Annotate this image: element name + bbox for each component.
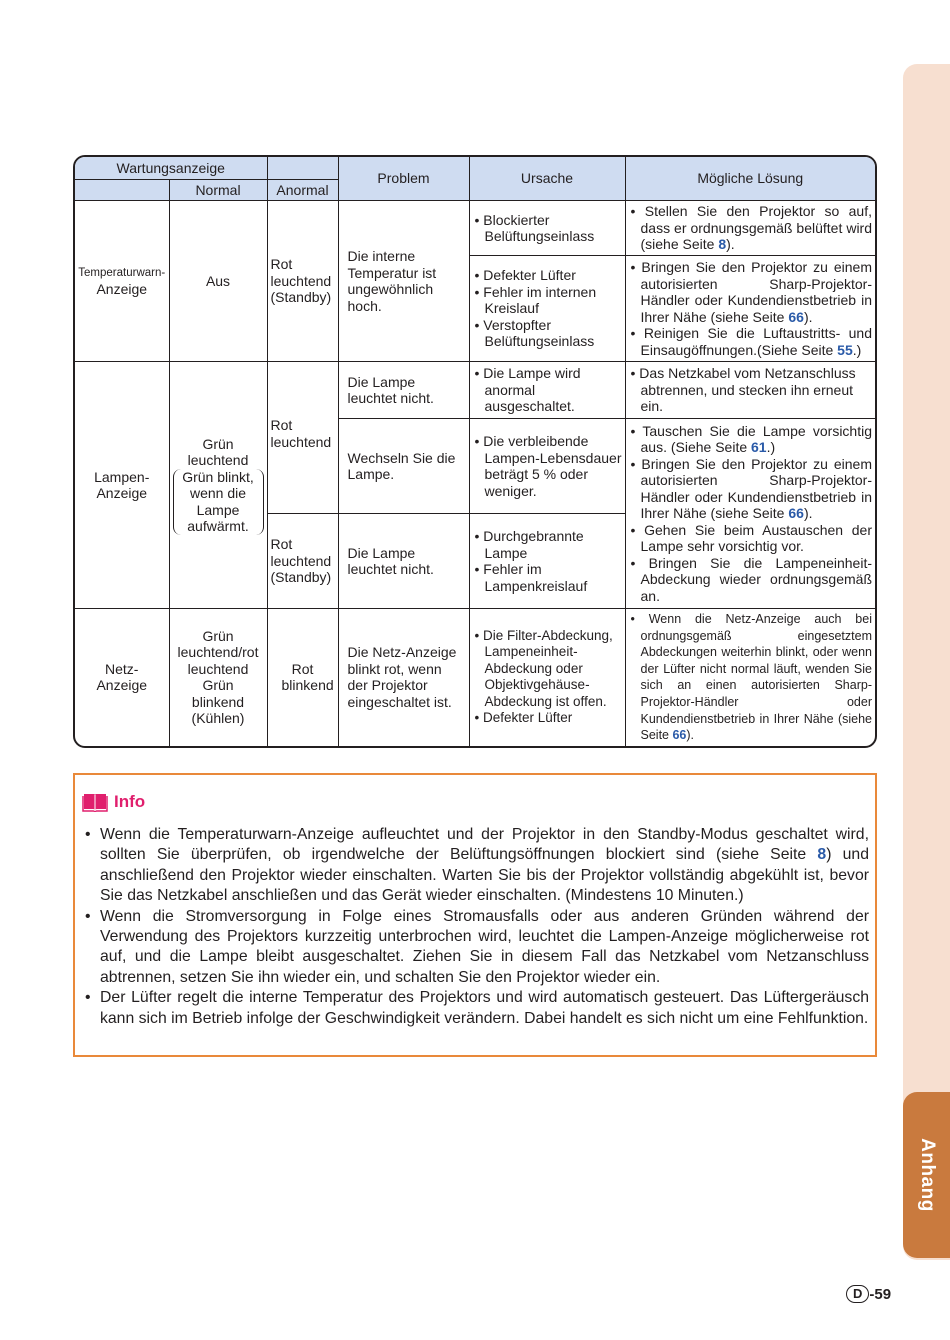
temp-normal: Aus (169, 201, 267, 362)
netz-normal-cell (169, 609, 267, 746)
netz-anormal: Rot blinkend (267, 609, 338, 746)
temp-loesung-2: • Bringen Sie den Projektor zu einem autorisierten Sharp-Projektor-Händler oder Kundendienstbetrieb in Ihrer Nähe (siehe Seite 66). • Reinigen Sie die Luftaustritts- und Einsaugöffnungen.(Siehe Seite 55.) (625, 256, 875, 362)
netz-normal-2: Grün blinkend (Kühlen) (191, 677, 245, 727)
info-header (82, 791, 145, 813)
header-normal: Normal (169, 179, 267, 201)
side-tab-background (903, 64, 950, 1260)
info-item-1: • Wenn die Temperaturwarn-Anzeige aufleuchtet und der Projektor in den Standby-Modus geschaltet wird, sollten Sie überprüfen, ob irgendwelche der Belüftungsöffnungen blockiert sind (siehe Seite 8) und anschließend den Projektor wieder einschalten. Warten Sie bis der Projektor vollständig abgekühlt ist, bevor Sie das Netzkabel anschließen und das Gerät wieder einschalten. (Mindestens 10 Minuten.) (85, 826, 869, 905)
lamp-problem-1: Die Lampe leuchtet nicht. (338, 362, 469, 419)
header-ursache: Ursache (469, 157, 625, 201)
page-letter-badge: D (846, 1285, 869, 1303)
temp-loesung-1: • Stellen Sie den Projektor so auf, dass er ordnungsgemäß belüftet wird (siehe Seite 8). (625, 201, 875, 256)
lamp-ursache-3: • Durchgebrannte Lampe • Fehler im Lampenkreislauf (469, 514, 625, 609)
netz-anzeige-line2: Anzeige (96, 677, 148, 694)
info-item-2: • Wenn die Stromversorgung in Folge eines Stromausfalls oder aus anderen Gründen während der Verwendung des Projektors kurzzeitig unterbrochen wird, leuchtet die Lampen-Anzeige möglicherweise rot auf, und die Lampe bleibt ausgeschaltet. Ziehen Sie in diesem Fall das Netzkabel vom Netzanschluss abtrennen, setzen Sie ihn wieder ein, und schalten Sie den Projektor wieder ein. (85, 907, 869, 986)
info-box (73, 773, 877, 1057)
lamp-anzeige-line2: Anzeige (96, 485, 148, 501)
troubleshooting-table (73, 155, 877, 748)
temp-problem: Die interne Temperatur ist ungewöhnlich hoch. (338, 201, 469, 362)
lamp-problem-3: Die Lampe leuchtet nicht. (338, 514, 469, 609)
info-list (85, 825, 869, 1029)
lamp-anormal-1: Rot leuchtend (267, 362, 338, 514)
page-number (846, 1285, 891, 1303)
lamp-normal-cell (169, 362, 267, 609)
side-tab-label: Anhang (916, 1138, 938, 1212)
lamp-loesung-1: • Das Netzkabel vom Netzanschluss abtrennen, und stecken ihn erneut ein. (625, 362, 875, 419)
info-item-3: • Der Lüfter regelt die interne Temperatur des Projektors und wird automatisch gesteuert. Das Lüftergeräusch kann sich im Betrieb infolge der Geschwindigkeit verändern. Dabei handelt es sich nicht um eine Fehlfunktion. (85, 989, 869, 1027)
side-tab-anhang (903, 1092, 950, 1258)
temp-anormal: Rot leuchtend (Standby) (267, 201, 338, 362)
lamp-anzeige-cell (75, 362, 169, 609)
netz-anzeige-line1: Netz- (105, 660, 139, 677)
lamp-ursache-2: • Die verbleibende Lampen-Lebensdauer beträgt 5 % oder weniger. (469, 419, 625, 514)
netz-normal-1: Grün leuchtend/rot leuchtend (177, 627, 259, 677)
lamp-problem-2: Wechseln Sie die Lampe. (338, 419, 469, 514)
header-anormal: Anormal (267, 179, 338, 201)
header-problem: Problem (338, 157, 469, 201)
temp-anzeige-cell (75, 201, 169, 362)
lamp-loesung-2: • Tauschen Sie die Lampe vorsichtig aus. (Siehe Seite 61.) • Bringen Sie den Projektor zu einem autorisierten Sharp-Projektor-Händler oder Kundendienstbetrieb in Ihrer Nähe (siehe Seite 66). • Gehen Sie beim Austauschen der Lampe sehr vorsichtig vor. • Bringen Sie die Lampeneinheit-Abdeckung wieder ordnungsgemäß an. (625, 419, 875, 609)
netz-loesung: • Wenn die Netz-Anzeige auch bei ordnungsgemäß eingesetztem Abdeckungen weiterhin blinkt, oder wenn der Lüfter nicht normal läuft, wenden Sie sich an einen autorisierten Sharp-Projektor-Händler oder Kundendienstbetrieb in Ihrer Nähe (siehe Seite 66). (625, 609, 875, 746)
temp-anzeige-line2: Anzeige (96, 281, 148, 297)
temp-ursache-2: • Defekter Lüfter • Fehler im internen Kreislauf • Verstopfter Belüftungseinlass (469, 256, 625, 362)
info-title: Info (114, 792, 146, 811)
lamp-ursache-1: • Die Lampe wird anormal ausgeschaltet. (469, 362, 625, 419)
page-number-value: -59 (869, 1285, 892, 1303)
book-icon (82, 791, 108, 813)
netz-ursache: • Die Filter-Abdeckung, Lampeneinheit-Abdeckung oder Objektivgehäuse-Abdeckung ist offen. • Defekter Lüfter (469, 609, 625, 746)
temp-anzeige-line1: Temperaturwarn- (78, 266, 166, 279)
lamp-anzeige-line1: Lampen- (94, 468, 150, 485)
temp-ursache-1: • Blockierter Belüftungseinlass (469, 201, 625, 256)
netz-anzeige-cell (75, 609, 169, 746)
lamp-normal-paren: Grün blinkt, wenn die Lampe aufwärmt. (173, 469, 264, 535)
header-loesung: Mögliche Lösung (625, 157, 875, 201)
header-wartungsanzeige: Wartungsanzeige (75, 157, 267, 179)
netz-problem: Die Netz-Anzeige blinkt rot, wenn der Projektor eingeschaltet ist. (338, 609, 469, 746)
lamp-anormal-2: Rot leuchtend (Standby) (267, 514, 338, 609)
lamp-normal-main: Grün leuchtend (187, 435, 249, 468)
